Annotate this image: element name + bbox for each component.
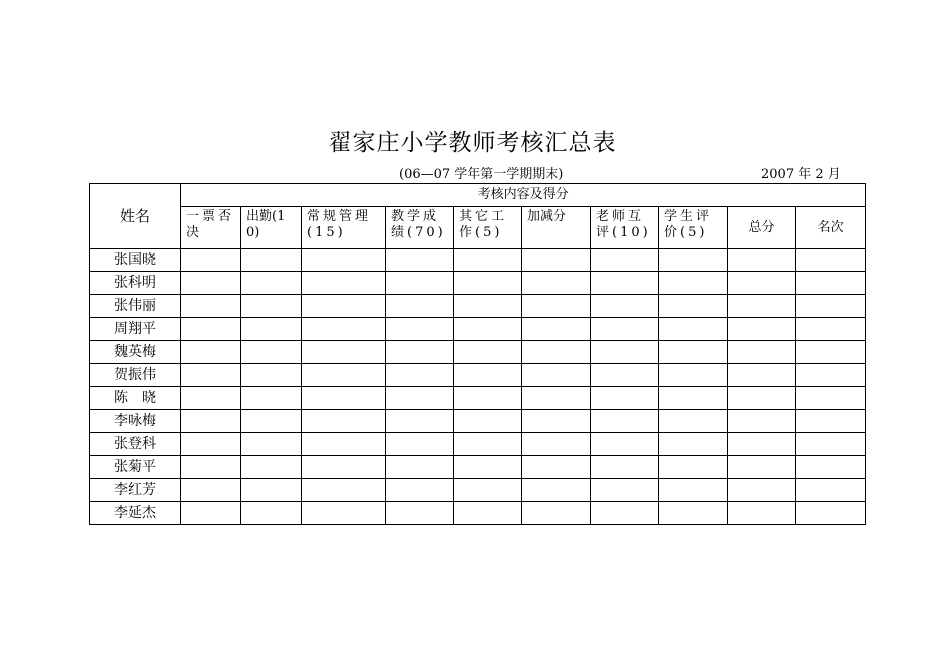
score-cell — [386, 272, 454, 295]
teacher-name: 陈 晓 — [90, 387, 181, 410]
score-cell — [302, 502, 386, 525]
score-cell — [241, 502, 302, 525]
column-header-label: 其它工作(5) — [459, 209, 508, 240]
score-cell — [659, 502, 728, 525]
score-cell — [386, 249, 454, 272]
score-cell — [728, 272, 796, 295]
column-header-label: 老师互评(10) — [596, 209, 651, 240]
score-cell — [522, 249, 591, 272]
score-cell — [728, 295, 796, 318]
column-header-teaching — [386, 207, 454, 249]
score-cell — [659, 387, 728, 410]
score-cell — [522, 295, 591, 318]
score-cell — [591, 456, 659, 479]
score-cell — [522, 456, 591, 479]
score-cell — [522, 272, 591, 295]
score-cell — [728, 433, 796, 456]
teacher-name: 李红芳 — [90, 479, 181, 502]
score-cell — [181, 456, 241, 479]
score-cell — [181, 295, 241, 318]
score-cell — [181, 410, 241, 433]
score-cell — [386, 410, 454, 433]
score-cell — [386, 364, 454, 387]
teacher-name: 李延杰 — [90, 502, 181, 525]
teacher-name: 周翔平 — [90, 318, 181, 341]
score-cell — [181, 502, 241, 525]
score-cell — [591, 479, 659, 502]
score-cell — [454, 410, 522, 433]
score-cell — [181, 387, 241, 410]
score-cell — [796, 272, 866, 295]
score-cell — [659, 272, 728, 295]
score-cell — [386, 387, 454, 410]
score-cell — [796, 295, 866, 318]
score-cell — [728, 387, 796, 410]
score-cell — [796, 249, 866, 272]
score-cell — [181, 341, 241, 364]
score-cell — [522, 387, 591, 410]
column-header-attendance — [241, 207, 302, 249]
score-cell — [302, 295, 386, 318]
score-cell — [386, 433, 454, 456]
column-header-routine — [302, 207, 386, 249]
column-header-label: 教学成绩(70) — [391, 209, 446, 240]
score-cell — [241, 364, 302, 387]
table-row — [90, 433, 866, 456]
score-cell — [454, 341, 522, 364]
score-cell — [659, 433, 728, 456]
score-cell — [454, 433, 522, 456]
table-row — [90, 318, 866, 341]
score-cell — [302, 341, 386, 364]
score-cell — [796, 502, 866, 525]
teacher-name: 李咏梅 — [90, 410, 181, 433]
score-cell — [241, 479, 302, 502]
score-cell — [796, 410, 866, 433]
teacher-name: 张国晓 — [90, 249, 181, 272]
assessment-table — [89, 183, 866, 525]
table-row — [90, 502, 866, 525]
score-cell — [454, 318, 522, 341]
score-cell — [302, 272, 386, 295]
column-header-label: 常规管理(15) — [307, 209, 372, 240]
column-header-label: 出勤(10) — [246, 209, 286, 240]
column-header-rank: 名次 — [796, 207, 866, 249]
score-cell — [659, 249, 728, 272]
table-row — [90, 387, 866, 410]
score-cell — [522, 410, 591, 433]
score-cell — [181, 272, 241, 295]
score-cell — [302, 479, 386, 502]
score-cell — [796, 479, 866, 502]
score-cell — [454, 272, 522, 295]
score-cell — [386, 341, 454, 364]
score-cell — [659, 341, 728, 364]
score-cell — [796, 433, 866, 456]
score-cell — [454, 364, 522, 387]
score-cell — [302, 410, 386, 433]
score-cell — [302, 387, 386, 410]
table-row — [90, 410, 866, 433]
score-cell — [591, 272, 659, 295]
score-cell — [241, 456, 302, 479]
score-cell — [728, 502, 796, 525]
score-cell — [659, 295, 728, 318]
teacher-name: 张科明 — [90, 272, 181, 295]
score-cell — [796, 341, 866, 364]
score-cell — [659, 318, 728, 341]
score-cell — [454, 479, 522, 502]
score-cell — [659, 364, 728, 387]
score-cell — [591, 410, 659, 433]
table-row — [90, 249, 866, 272]
score-cell — [728, 341, 796, 364]
score-cell — [659, 479, 728, 502]
score-cell — [522, 433, 591, 456]
score-cell — [302, 433, 386, 456]
score-cell — [728, 456, 796, 479]
column-header-bonus — [522, 207, 591, 249]
score-cell — [386, 479, 454, 502]
score-cell — [181, 479, 241, 502]
score-cell — [302, 364, 386, 387]
score-cell — [241, 410, 302, 433]
score-cell — [241, 341, 302, 364]
score-cell — [181, 318, 241, 341]
teacher-name: 张菊平 — [90, 456, 181, 479]
teacher-name: 张伟丽 — [90, 295, 181, 318]
score-cell — [454, 502, 522, 525]
table-row — [90, 341, 866, 364]
column-header-label: 加减分 — [527, 209, 567, 224]
score-cell — [181, 433, 241, 456]
score-cell — [659, 456, 728, 479]
name-column-header: 姓名 — [90, 184, 181, 249]
document-subtitle: (06—07 学年第一学期期末) — [399, 167, 564, 182]
score-cell — [522, 479, 591, 502]
column-header-student-review — [659, 207, 728, 249]
score-cell — [591, 295, 659, 318]
score-cell — [796, 456, 866, 479]
teacher-name: 张登科 — [90, 433, 181, 456]
score-cell — [454, 295, 522, 318]
column-header-label: 一票否决 — [186, 209, 235, 240]
score-cell — [591, 249, 659, 272]
column-header-total: 总分 — [728, 207, 796, 249]
score-cell — [241, 295, 302, 318]
document-date: 2007 年 2 月 — [761, 167, 841, 182]
score-cell — [241, 272, 302, 295]
score-cell — [728, 364, 796, 387]
column-header-label: 学生评价(5) — [664, 209, 713, 240]
score-cell — [591, 502, 659, 525]
score-cell — [728, 318, 796, 341]
score-cell — [241, 433, 302, 456]
score-cell — [386, 502, 454, 525]
score-cell — [796, 318, 866, 341]
score-cell — [241, 249, 302, 272]
score-cell — [591, 387, 659, 410]
teacher-name: 魏英梅 — [90, 341, 181, 364]
score-cell — [522, 364, 591, 387]
score-cell — [522, 502, 591, 525]
table-row — [90, 272, 866, 295]
document-title: 翟家庄小学教师考核汇总表 — [328, 130, 617, 156]
score-cell — [241, 387, 302, 410]
table-row — [90, 456, 866, 479]
column-header-veto — [181, 207, 241, 249]
score-cell — [591, 433, 659, 456]
score-cell — [302, 456, 386, 479]
score-cell — [522, 341, 591, 364]
score-cell — [591, 364, 659, 387]
score-cell — [241, 318, 302, 341]
score-cell — [386, 456, 454, 479]
group-header: 考核内容及得分 — [181, 184, 866, 207]
score-cell — [728, 249, 796, 272]
score-cell — [728, 410, 796, 433]
score-cell — [454, 249, 522, 272]
table-row — [90, 295, 866, 318]
score-cell — [796, 364, 866, 387]
teacher-name: 贺振伟 — [90, 364, 181, 387]
score-cell — [454, 456, 522, 479]
score-cell — [591, 341, 659, 364]
score-cell — [302, 249, 386, 272]
score-cell — [796, 387, 866, 410]
score-cell — [302, 318, 386, 341]
score-cell — [386, 295, 454, 318]
table-row — [90, 479, 866, 502]
table-row — [90, 364, 866, 387]
score-cell — [591, 318, 659, 341]
score-cell — [659, 410, 728, 433]
score-cell — [522, 318, 591, 341]
score-cell — [386, 318, 454, 341]
score-cell — [181, 364, 241, 387]
score-cell — [454, 387, 522, 410]
score-cell — [728, 479, 796, 502]
column-header-other-work — [454, 207, 522, 249]
score-cell — [181, 249, 241, 272]
column-header-peer-review — [591, 207, 659, 249]
